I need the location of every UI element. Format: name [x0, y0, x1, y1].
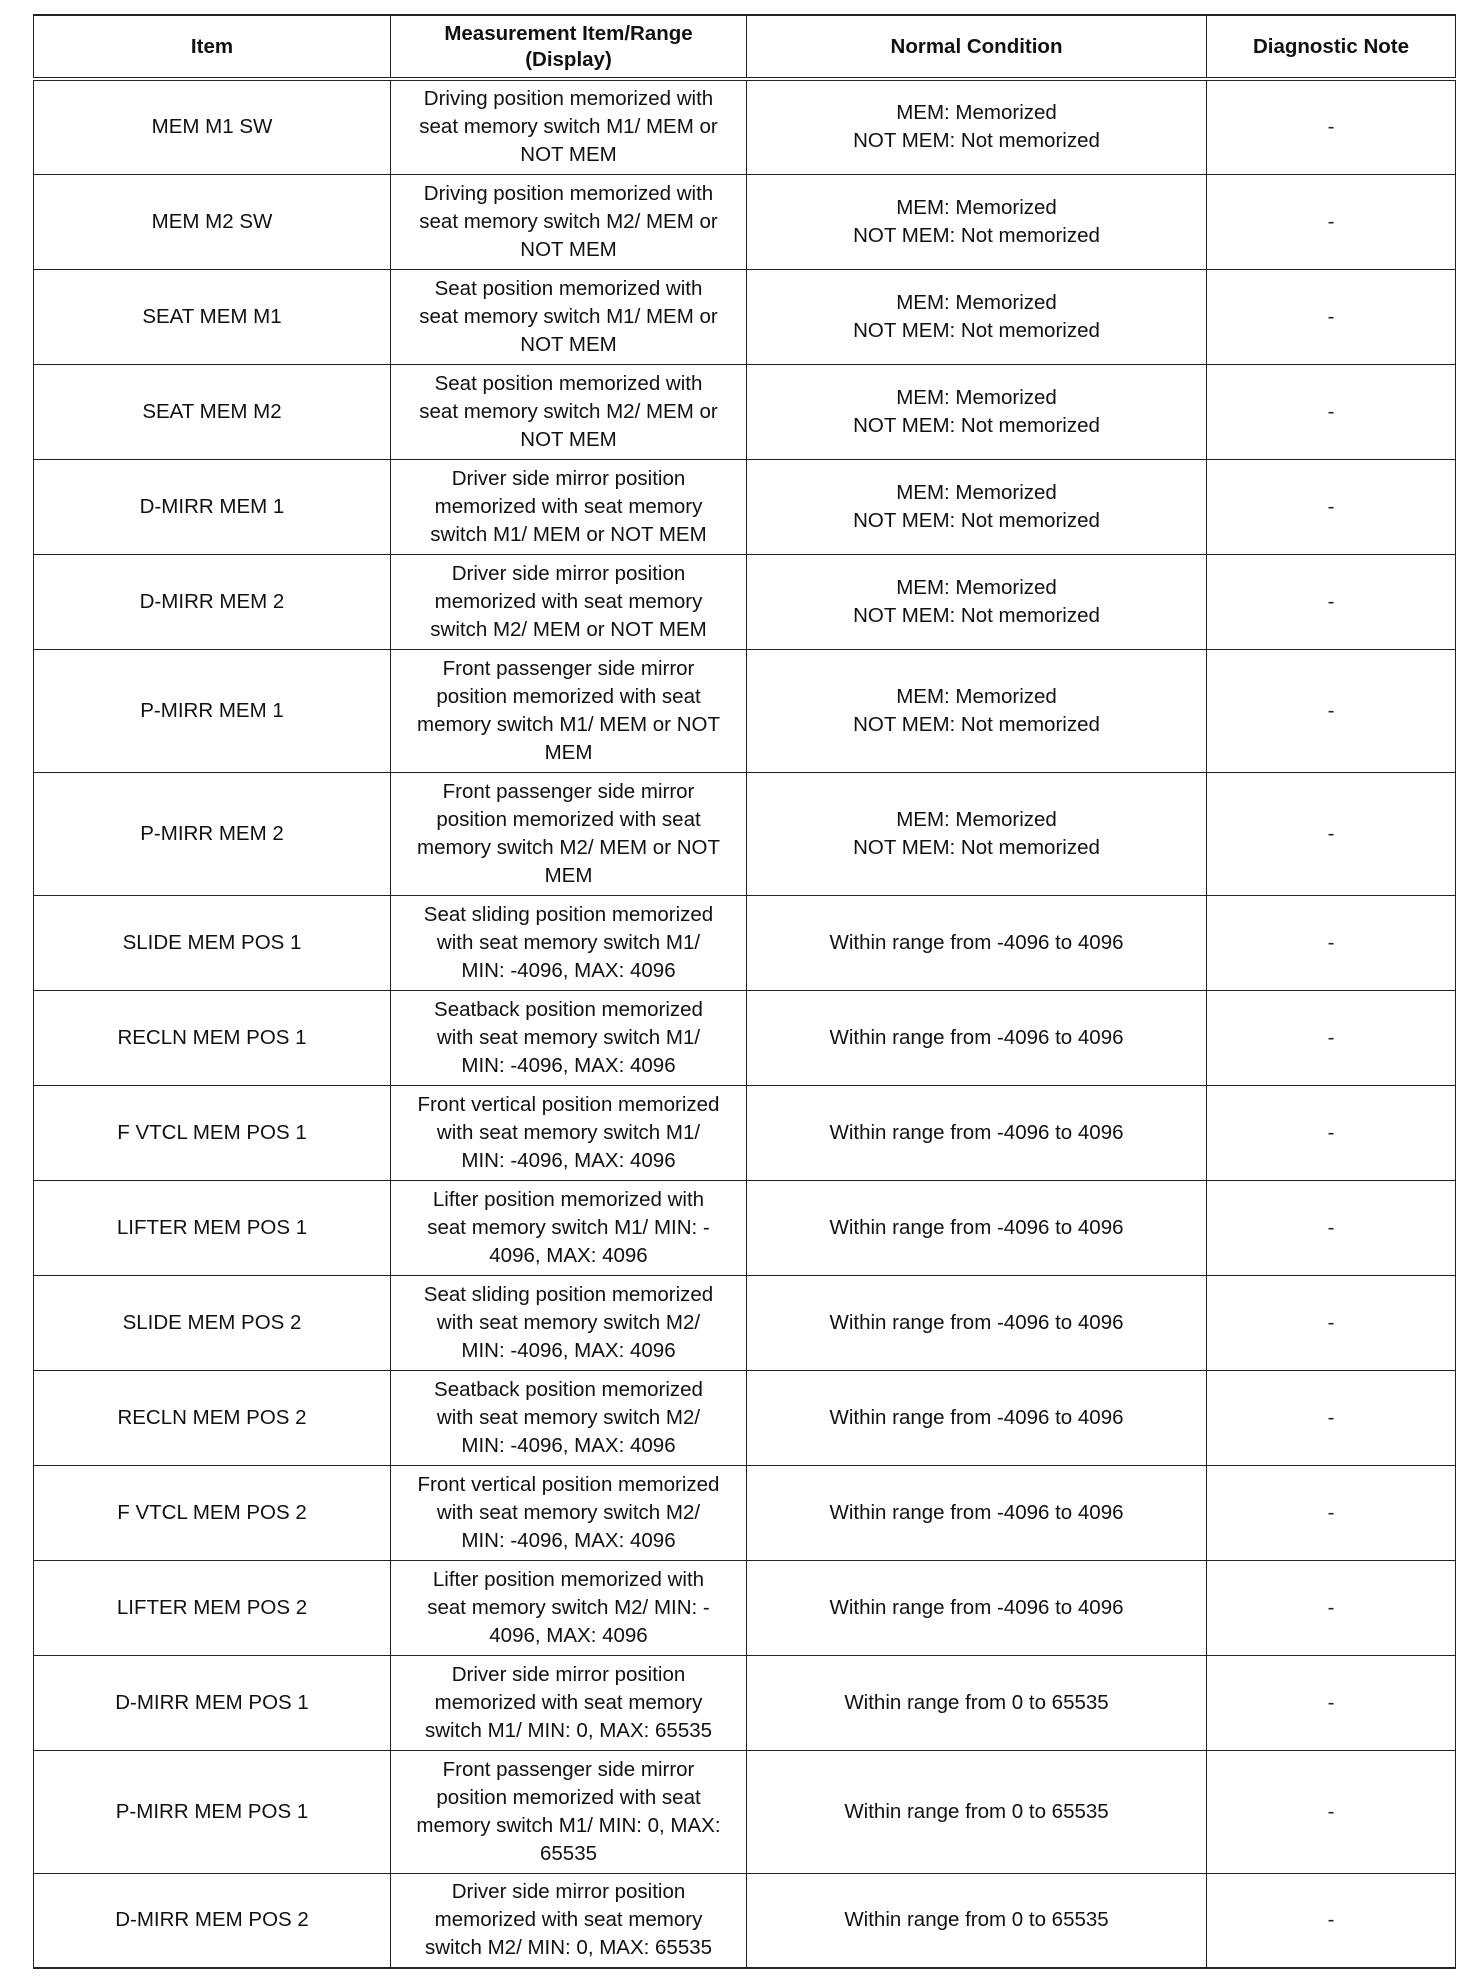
condition-line: Within range from -4096 to 4096 [829, 1500, 1124, 1524]
cell-measurement [391, 1750, 747, 1873]
condition-line: Within range from -4096 to 4096 [829, 1120, 1124, 1144]
measurement-line: Seatback position memorized [434, 997, 703, 1021]
condition-line: MEM: Memorized [896, 807, 1057, 831]
measurement-line: memorized with seat memory [434, 1908, 703, 1932]
condition-line: Within range from -4096 to 4096 [829, 1595, 1124, 1619]
condition-line: NOT MEM: Not memorized [853, 413, 1100, 437]
measurement-line: MEM [544, 740, 593, 764]
measurement-line: Front passenger side mirror [442, 779, 695, 803]
table-row [34, 174, 1456, 269]
condition-line: Within range from -4096 to 4096 [829, 1405, 1124, 1429]
measurement-line: Driver side mirror position [451, 561, 686, 585]
condition-line: MEM: Memorized [896, 684, 1057, 708]
condition-line: NOT MEM: Not memorized [853, 712, 1100, 736]
cell-item: D-MIRR MEM 2 [34, 554, 391, 649]
cell-normal-condition [747, 1275, 1207, 1370]
table-row [34, 1750, 1456, 1873]
measurement-line: Driver side mirror position [451, 1880, 686, 1904]
table-body [34, 79, 1456, 1968]
measurement-line: seat memory switch M2/ MEM or [419, 399, 718, 423]
cell-measurement [391, 554, 747, 649]
measurement-line: seat memory switch M2/ MIN: - [427, 1595, 710, 1619]
header-diagnostic-note: Diagnostic Note [1207, 15, 1456, 79]
cell-measurement [391, 1873, 747, 1968]
cell-diagnostic-note: - [1207, 269, 1456, 364]
cell-item: D-MIRR MEM POS 2 [34, 1873, 391, 1968]
cell-normal-condition [747, 1370, 1207, 1465]
table-row [34, 79, 1456, 174]
condition-line: MEM: Memorized [896, 195, 1057, 219]
cell-diagnostic-note: - [1207, 1750, 1456, 1873]
cell-measurement [391, 1275, 747, 1370]
measurement-line: Front passenger side mirror [442, 656, 695, 680]
measurement-line: Driving position memorized with [423, 181, 714, 205]
measurement-line: MEM [544, 863, 593, 887]
measurement-line: Driving position memorized with [423, 87, 714, 111]
table-header [34, 15, 1456, 79]
measurement-line: with seat memory switch M2/ [436, 1310, 701, 1334]
condition-line: Within range from -4096 to 4096 [829, 1310, 1124, 1334]
measurement-line: with seat memory switch M2/ [436, 1500, 701, 1524]
table-row [34, 1275, 1456, 1370]
measurement-line: position memorized with seat [436, 807, 701, 831]
cell-item: P-MIRR MEM 2 [34, 772, 391, 895]
measurement-line: Driver side mirror position [451, 466, 686, 490]
cell-diagnostic-note: - [1207, 174, 1456, 269]
table-row [34, 895, 1456, 990]
condition-line: Within range from -4096 to 4096 [829, 1025, 1124, 1049]
measurement-line: Seat position memorized with [434, 276, 703, 300]
cell-measurement [391, 1560, 747, 1655]
cell-diagnostic-note: - [1207, 772, 1456, 895]
condition-line: MEM: Memorized [896, 575, 1057, 599]
measurement-line: switch M2/ MIN: 0, MAX: 65535 [424, 1936, 713, 1960]
cell-measurement [391, 649, 747, 772]
cell-measurement [391, 364, 747, 459]
condition-line: MEM: Memorized [896, 101, 1057, 125]
table-row [34, 649, 1456, 772]
measurement-line: Lifter position memorized with [432, 1567, 705, 1591]
condition-line: NOT MEM: Not memorized [853, 318, 1100, 342]
cell-diagnostic-note: - [1207, 1560, 1456, 1655]
header-measurement-line2: (Display) [525, 47, 612, 71]
cell-item: D-MIRR MEM 1 [34, 459, 391, 554]
table-row [34, 554, 1456, 649]
cell-measurement [391, 459, 747, 554]
cell-diagnostic-note: - [1207, 649, 1456, 772]
measurement-line: NOT MEM [520, 427, 617, 451]
cell-normal-condition [747, 1750, 1207, 1873]
cell-normal-condition [747, 1085, 1207, 1180]
cell-normal-condition [747, 772, 1207, 895]
cell-measurement [391, 79, 747, 174]
table-row [34, 772, 1456, 895]
table-row [34, 1085, 1456, 1180]
table-row [34, 990, 1456, 1085]
cell-item: RECLN MEM POS 1 [34, 990, 391, 1085]
measurement-line: memory switch M1/ MIN: 0, MAX: [416, 1813, 721, 1837]
data-list-table [33, 14, 1456, 1969]
cell-diagnostic-note: - [1207, 990, 1456, 1085]
measurement-line: memorized with seat memory [434, 494, 703, 518]
cell-normal-condition [747, 1655, 1207, 1750]
table-row [34, 1655, 1456, 1750]
cell-item: LIFTER MEM POS 2 [34, 1560, 391, 1655]
table-row [34, 459, 1456, 554]
condition-line: NOT MEM: Not memorized [853, 603, 1100, 627]
condition-line: MEM: Memorized [896, 480, 1057, 504]
cell-diagnostic-note: - [1207, 1180, 1456, 1275]
cell-measurement [391, 174, 747, 269]
condition-line: Within range from -4096 to 4096 [829, 1215, 1124, 1239]
measurement-line: NOT MEM [520, 237, 617, 261]
cell-item: SEAT MEM M1 [34, 269, 391, 364]
measurement-line: with seat memory switch M2/ [436, 1405, 701, 1429]
cell-normal-condition [747, 1180, 1207, 1275]
measurement-line: Front vertical position memorized [417, 1092, 720, 1116]
cell-normal-condition [747, 269, 1207, 364]
cell-normal-condition [747, 364, 1207, 459]
cell-item: P-MIRR MEM 1 [34, 649, 391, 772]
header-measurement [391, 15, 747, 79]
measurement-line: memory switch M2/ MEM or NOT [417, 835, 720, 859]
header-normal-condition: Normal Condition [747, 15, 1207, 79]
cell-diagnostic-note: - [1207, 1275, 1456, 1370]
measurement-line: seat memory switch M2/ MEM or [419, 209, 718, 233]
measurement-line: Front vertical position memorized [417, 1472, 720, 1496]
measurement-line: Seatback position memorized [434, 1377, 703, 1401]
measurement-line: 65535 [539, 1841, 597, 1865]
condition-line: NOT MEM: Not memorized [853, 508, 1100, 532]
cell-diagnostic-note: - [1207, 895, 1456, 990]
cell-measurement [391, 1085, 747, 1180]
measurement-line: memorized with seat memory [434, 589, 703, 613]
cell-normal-condition [747, 990, 1207, 1085]
condition-line: NOT MEM: Not memorized [853, 835, 1100, 859]
header-row [34, 15, 1456, 79]
measurement-line: MIN: -4096, MAX: 4096 [461, 1528, 676, 1552]
cell-item: SLIDE MEM POS 2 [34, 1275, 391, 1370]
cell-diagnostic-note: - [1207, 554, 1456, 649]
header-item: Item [34, 15, 391, 79]
cell-item: D-MIRR MEM POS 1 [34, 1655, 391, 1750]
measurement-line: switch M1/ MIN: 0, MAX: 65535 [424, 1718, 713, 1742]
measurement-line: switch M1/ MEM or NOT MEM [430, 522, 707, 546]
table-row [34, 1465, 1456, 1560]
header-measurement-line1: Measurement Item/Range [444, 21, 693, 45]
condition-line: Within range from -4096 to 4096 [829, 930, 1124, 954]
condition-line: Within range from 0 to 65535 [844, 1690, 1109, 1714]
cell-diagnostic-note: - [1207, 1873, 1456, 1968]
cell-item: MEM M1 SW [34, 79, 391, 174]
cell-normal-condition [747, 174, 1207, 269]
cell-diagnostic-note: - [1207, 364, 1456, 459]
cell-normal-condition [747, 1560, 1207, 1655]
cell-item: P-MIRR MEM POS 1 [34, 1750, 391, 1873]
cell-diagnostic-note: - [1207, 1465, 1456, 1560]
table-row [34, 1370, 1456, 1465]
condition-line: MEM: Memorized [896, 385, 1057, 409]
measurement-line: seat memory switch M1/ MIN: - [427, 1215, 710, 1239]
cell-measurement [391, 1655, 747, 1750]
measurement-line: switch M2/ MEM or NOT MEM [430, 617, 707, 641]
cell-normal-condition [747, 79, 1207, 174]
measurement-line: MIN: -4096, MAX: 4096 [461, 1433, 676, 1457]
measurement-line: Driver side mirror position [451, 1662, 686, 1686]
cell-measurement [391, 990, 747, 1085]
measurement-line: 4096, MAX: 4096 [489, 1243, 648, 1267]
measurement-line: with seat memory switch M1/ [436, 930, 701, 954]
measurement-line: Front passenger side mirror [442, 1757, 695, 1781]
measurement-line: memorized with seat memory [434, 1690, 703, 1714]
cell-normal-condition [747, 895, 1207, 990]
table-row [34, 269, 1456, 364]
cell-normal-condition [747, 1873, 1207, 1968]
cell-normal-condition [747, 459, 1207, 554]
cell-measurement [391, 269, 747, 364]
cell-measurement [391, 1465, 747, 1560]
cell-diagnostic-note: - [1207, 1370, 1456, 1465]
cell-item: SEAT MEM M2 [34, 364, 391, 459]
cell-measurement [391, 1180, 747, 1275]
condition-line: Within range from 0 to 65535 [844, 1799, 1109, 1823]
measurement-line: Seat sliding position memorized [423, 1282, 714, 1306]
measurement-line: MIN: -4096, MAX: 4096 [461, 1053, 676, 1077]
table-row [34, 1560, 1456, 1655]
measurement-line: with seat memory switch M1/ [436, 1025, 701, 1049]
condition-line: NOT MEM: Not memorized [853, 129, 1100, 153]
cell-item: MEM M2 SW [34, 174, 391, 269]
table-row [34, 1873, 1456, 1968]
measurement-line: MIN: -4096, MAX: 4096 [461, 1148, 676, 1172]
condition-line: NOT MEM: Not memorized [853, 223, 1100, 247]
measurement-line: seat memory switch M1/ MEM or [419, 304, 718, 328]
measurement-line: memory switch M1/ MEM or NOT [417, 712, 720, 736]
cell-diagnostic-note: - [1207, 459, 1456, 554]
measurement-line: Seat sliding position memorized [423, 902, 714, 926]
measurement-line: NOT MEM [520, 143, 617, 167]
cell-measurement [391, 1370, 747, 1465]
table-row [34, 364, 1456, 459]
cell-item: LIFTER MEM POS 1 [34, 1180, 391, 1275]
measurement-line: MIN: -4096, MAX: 4096 [461, 1338, 676, 1362]
cell-item: RECLN MEM POS 2 [34, 1370, 391, 1465]
table-row [34, 1180, 1456, 1275]
measurement-line: position memorized with seat [436, 684, 701, 708]
cell-measurement [391, 895, 747, 990]
measurement-line: NOT MEM [520, 332, 617, 356]
cell-diagnostic-note: - [1207, 1085, 1456, 1180]
measurement-line: seat memory switch M1/ MEM or [419, 115, 718, 139]
condition-line: Within range from 0 to 65535 [844, 1908, 1109, 1932]
measurement-line: 4096, MAX: 4096 [489, 1623, 648, 1647]
measurement-line: position memorized with seat [436, 1785, 701, 1809]
cell-item: F VTCL MEM POS 2 [34, 1465, 391, 1560]
cell-normal-condition [747, 1465, 1207, 1560]
condition-line: MEM: Memorized [896, 290, 1057, 314]
cell-normal-condition [747, 554, 1207, 649]
measurement-line: MIN: -4096, MAX: 4096 [461, 958, 676, 982]
measurement-line: with seat memory switch M1/ [436, 1120, 701, 1144]
document-page [33, 14, 1455, 1969]
measurement-line: Lifter position memorized with [432, 1187, 705, 1211]
cell-normal-condition [747, 649, 1207, 772]
measurement-line: Seat position memorized with [434, 371, 703, 395]
cell-item: F VTCL MEM POS 1 [34, 1085, 391, 1180]
cell-measurement [391, 772, 747, 895]
cell-diagnostic-note: - [1207, 79, 1456, 174]
cell-diagnostic-note: - [1207, 1655, 1456, 1750]
cell-item: SLIDE MEM POS 1 [34, 895, 391, 990]
